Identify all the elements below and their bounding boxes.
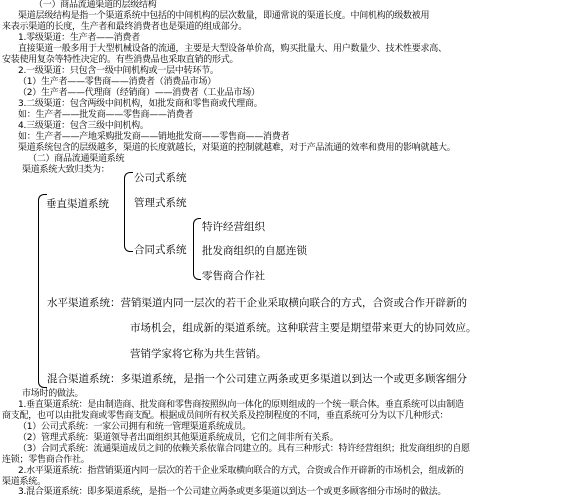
list-item: 1.垂直渠道系统：是由制造商、批发商和零售商按照纵向一体化的原则组成的一个统一联合体。垂直系统可以由制造 <box>18 400 464 410</box>
tree-brace-outer <box>38 194 47 388</box>
paragraph-line: 渠道系统包含的层级越多，渠道的长度就越长，对渠道的控制就越难，对于产品流通的效率和费用的影响就越大。 <box>18 143 456 153</box>
paragraph-line: 安装使用复杂等特性决定的。有些消费品也采取直销的形式。 <box>2 55 239 65</box>
tree-node-multi: 混合渠道系统：多渠道系统，是指一个公司建立两条或更多渠道以到达一个或更多顾客细分 <box>47 373 467 385</box>
tree-node-corporate: 公司式系统 <box>134 172 187 184</box>
tree-brace-vertical <box>124 172 133 252</box>
list-item: 3.二级渠道：包含两级中间机构，如批发商和零售商或代理商。 <box>18 99 263 109</box>
paragraph-line: 渠道系统大致归类为： <box>22 165 110 175</box>
paragraph-line: 来表示渠道的长度，生产者和最终消费者也是渠道的组成部分。 <box>2 22 248 32</box>
list-item: （1）生产者——零售商——消费者（消费品市场） <box>18 77 216 87</box>
section-heading-2: （二）商品流通渠道系统 <box>28 154 125 164</box>
list-item: （3）合同式系统：流通渠道成员之间的依赖关系依靠合同建立的。具有三种形式：特许经营组织；批发商组织的自愿 <box>18 444 470 454</box>
paragraph-line: 渠道系统。 <box>2 477 46 487</box>
tree-node-managed: 管理式系统 <box>134 197 187 209</box>
paragraph-line: 连锁；零售商合作社。 <box>2 455 90 465</box>
tree-node-horizontal-cont: 营销学家将它称为共生营销。 <box>130 348 267 360</box>
tree-node-vertical: 垂直渠道系统 <box>46 198 109 210</box>
list-item: 如：生产者——批发商——零售商——消费者 <box>18 110 194 120</box>
list-item: 2.一级渠道：只包含一级中间机构或一层中转环节。 <box>18 66 219 76</box>
tree-node-wholesaler-chain: 批发商组织的自愿连锁 <box>202 245 307 257</box>
paragraph-line: 市场时的做法。 <box>22 389 84 399</box>
list-item: （1）公司式系统：一家公司拥有和统一管理渠道系统成员。 <box>18 422 251 432</box>
tree-node-horizontal: 水平渠道系统：营销渠道内同一层次的若干企业采取横向联合的方式，合资或合作开辟新的 <box>47 297 467 309</box>
list-item: （2）生产者——代理商（经销商）——消费者（工业品市场） <box>18 88 260 98</box>
list-item: 1.零级渠道：生产者——消费者 <box>18 33 140 43</box>
tree-node-contractual: 合同式系统 <box>134 244 187 256</box>
section-heading-1: （一）商品流通渠道的层级结构 <box>34 0 157 10</box>
list-item: 4.三级渠道：包含三级中间机构。 <box>18 121 149 131</box>
paragraph-line: 渠道层级结构是指一个渠道系统中包括的中间机构的层次数量，即通常说的渠道长度。中间机构的级数被用 <box>18 11 430 21</box>
list-item: （2）管理式系统：渠道领导者出面组织其他渠道系统成员，它们之间非所有关系。 <box>18 433 339 443</box>
paragraph-line: 商支配，也可以由批发商或零售商支配。根据成员间所有权关系及控制程度的不同，垂直系统可分为以下几种形式： <box>2 411 449 421</box>
tree-brace-contractual <box>193 218 201 280</box>
list-item: 如：生产者——产地采购批发商——销地批发商——零售商——消费者 <box>18 132 290 142</box>
tree-node-retail-coop: 零售商合作社 <box>202 270 265 282</box>
list-item: 2.水平渠道系统：指营销渠道内同一层次的若干企业采取横向联合的方式，合资或合作开辟新的市场机会，组成新的 <box>18 466 464 476</box>
paragraph-line: 直接渠道一般多用于大型机械设备的流通，主要是大型设备单价高，购买批量大、用户数量少、技术性要求高、 <box>18 44 447 54</box>
tree-node-franchise: 特许经营组织 <box>202 221 265 233</box>
tree-node-horizontal-cont: 市场机会，组成新的渠道系统。这种联营主要是期望带来更大的协同效应。 <box>130 322 477 334</box>
list-item: 3.混合渠道系统：即多渠道系统，是指一个公司建立两条或更多渠道以到达一个或更多顾客细分市场时的做法。 <box>18 487 447 497</box>
